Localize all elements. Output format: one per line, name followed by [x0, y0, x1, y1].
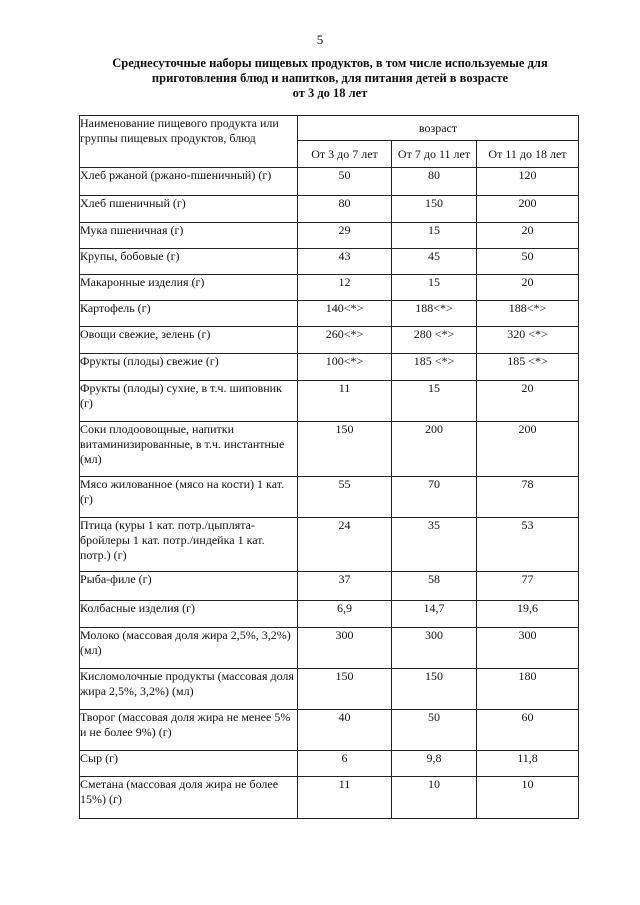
amount-cell: 50 — [298, 168, 392, 196]
amount-cell: 50 — [392, 710, 477, 751]
amount-cell: 185 <*> — [392, 354, 477, 381]
product-name-cell: Кисломолочные продукты (массовая доля жира 2,5%, 3,2%) (мл) — [80, 669, 298, 710]
product-name-cell: Творог (массовая доля жира не менее 5% и не более 9%) (г) — [80, 710, 298, 751]
product-name-cell: Овощи свежие, зелень (г) — [80, 327, 298, 354]
product-name-cell: Сметана (массовая доля жира не более 15%) (г) — [80, 777, 298, 819]
product-name-cell: Колбасные изделия (г) — [80, 601, 298, 628]
product-name-cell: Фрукты (плоды) сухие, в т.ч. шиповник (г) — [80, 381, 298, 422]
amount-cell: 200 — [392, 422, 477, 477]
amount-cell: 80 — [392, 168, 477, 196]
table-row — [80, 628, 579, 669]
product-name-cell: Рыба-филе (г) — [80, 572, 298, 601]
amount-cell: 45 — [392, 249, 477, 275]
table-row — [80, 354, 579, 381]
amount-cell: 6,9 — [298, 601, 392, 628]
amount-cell: 185 <*> — [477, 354, 579, 381]
table-row — [80, 601, 579, 628]
amount-cell: 77 — [477, 572, 579, 601]
amount-cell: 100<*> — [298, 354, 392, 381]
table-row — [80, 301, 579, 327]
product-name-cell: Хлеб пшеничный (г) — [80, 196, 298, 223]
amount-cell: 78 — [477, 477, 579, 518]
amount-cell: 150 — [298, 422, 392, 477]
product-name-cell: Хлеб ржаной (ржано-пшеничный) (г) — [80, 168, 298, 196]
amount-cell: 6 — [298, 751, 392, 777]
amount-cell: 260<*> — [298, 327, 392, 354]
product-name-cell: Мука пшеничная (г) — [80, 223, 298, 249]
amount-cell: 150 — [392, 669, 477, 710]
title-line: Среднесуточные наборы пищевых продуктов, в том числе используемые для — [112, 56, 548, 70]
amount-cell: 55 — [298, 477, 392, 518]
table-row — [80, 223, 579, 249]
amount-cell: 300 — [477, 628, 579, 669]
amount-cell: 15 — [392, 223, 477, 249]
amount-cell: 188<*> — [392, 301, 477, 327]
amount-cell: 43 — [298, 249, 392, 275]
amount-cell: 320 <*> — [477, 327, 579, 354]
amount-cell: 188<*> — [477, 301, 579, 327]
amount-cell: 20 — [477, 381, 579, 422]
table-row — [80, 572, 579, 601]
table-body — [80, 168, 579, 819]
amount-cell: 24 — [298, 518, 392, 572]
product-name-cell: Фрукты (плоды) свежие (г) — [80, 354, 298, 381]
age-group-header: От 11 до 18 лет — [477, 141, 579, 168]
table-row — [80, 751, 579, 777]
amount-cell: 12 — [298, 275, 392, 301]
product-name-cell: Мясо жилованное (мясо на кости) 1 кат. (г) — [80, 477, 298, 518]
table-row — [80, 669, 579, 710]
amount-cell: 280 <*> — [392, 327, 477, 354]
table-row — [80, 477, 579, 518]
product-name-header: Наименование пищевого продукта или группы пищевых продуктов, блюд — [80, 116, 298, 168]
amount-cell: 11 — [298, 381, 392, 422]
table-row — [80, 710, 579, 751]
table-row — [80, 168, 579, 196]
table-row — [80, 327, 579, 354]
amount-cell: 300 — [298, 628, 392, 669]
amount-cell: 15 — [392, 275, 477, 301]
amount-cell: 200 — [477, 422, 579, 477]
amount-cell: 180 — [477, 669, 579, 710]
product-name-cell: Сыр (г) — [80, 751, 298, 777]
amount-cell: 19,6 — [477, 601, 579, 628]
amount-cell: 120 — [477, 168, 579, 196]
amount-cell: 9,8 — [392, 751, 477, 777]
age-header: возраст — [298, 116, 579, 141]
amount-cell: 29 — [298, 223, 392, 249]
product-name-cell: Птица (куры 1 кат. потр./цыплята-бройлеры 1 кат. потр./индейка 1 кат. потр.) (г) — [80, 518, 298, 572]
product-name-cell: Макаронные изделия (г) — [80, 275, 298, 301]
table-row — [80, 275, 579, 301]
amount-cell: 80 — [298, 196, 392, 223]
age-group-header: От 3 до 7 лет — [298, 141, 392, 168]
food-sets-table — [79, 115, 579, 819]
title-line: от 3 до 18 лет — [292, 86, 368, 100]
title-line: приготовления блюд и напитков, для питания детей в возрасте — [151, 71, 509, 85]
amount-cell: 53 — [477, 518, 579, 572]
amount-cell: 58 — [392, 572, 477, 601]
document-title — [80, 56, 580, 101]
amount-cell: 300 — [392, 628, 477, 669]
product-name-cell: Крупы, бобовые (г) — [80, 249, 298, 275]
amount-cell: 11,8 — [477, 751, 579, 777]
amount-cell: 200 — [477, 196, 579, 223]
amount-cell: 10 — [392, 777, 477, 819]
amount-cell: 50 — [477, 249, 579, 275]
amount-cell: 20 — [477, 223, 579, 249]
amount-cell: 70 — [392, 477, 477, 518]
product-name-cell: Соки плодоовощные, напитки витаминизированные, в т.ч. инстантные (мл) — [80, 422, 298, 477]
amount-cell: 10 — [477, 777, 579, 819]
amount-cell: 15 — [392, 381, 477, 422]
table-row — [80, 249, 579, 275]
page-number: 5 — [316, 32, 324, 47]
amount-cell: 140<*> — [298, 301, 392, 327]
table-row — [80, 196, 579, 223]
amount-cell: 150 — [392, 196, 477, 223]
table-row — [80, 777, 579, 819]
amount-cell: 14,7 — [392, 601, 477, 628]
amount-cell: 37 — [298, 572, 392, 601]
amount-cell: 35 — [392, 518, 477, 572]
amount-cell: 20 — [477, 275, 579, 301]
amount-cell: 60 — [477, 710, 579, 751]
table-row — [80, 381, 579, 422]
product-name-cell: Картофель (г) — [80, 301, 298, 327]
amount-cell: 150 — [298, 669, 392, 710]
product-name-cell: Молоко (массовая доля жира 2,5%, 3,2%) (мл) — [80, 628, 298, 669]
amount-cell: 40 — [298, 710, 392, 751]
table-row — [80, 518, 579, 572]
table-row — [80, 422, 579, 477]
age-group-header: От 7 до 11 лет — [392, 141, 477, 168]
amount-cell: 11 — [298, 777, 392, 819]
